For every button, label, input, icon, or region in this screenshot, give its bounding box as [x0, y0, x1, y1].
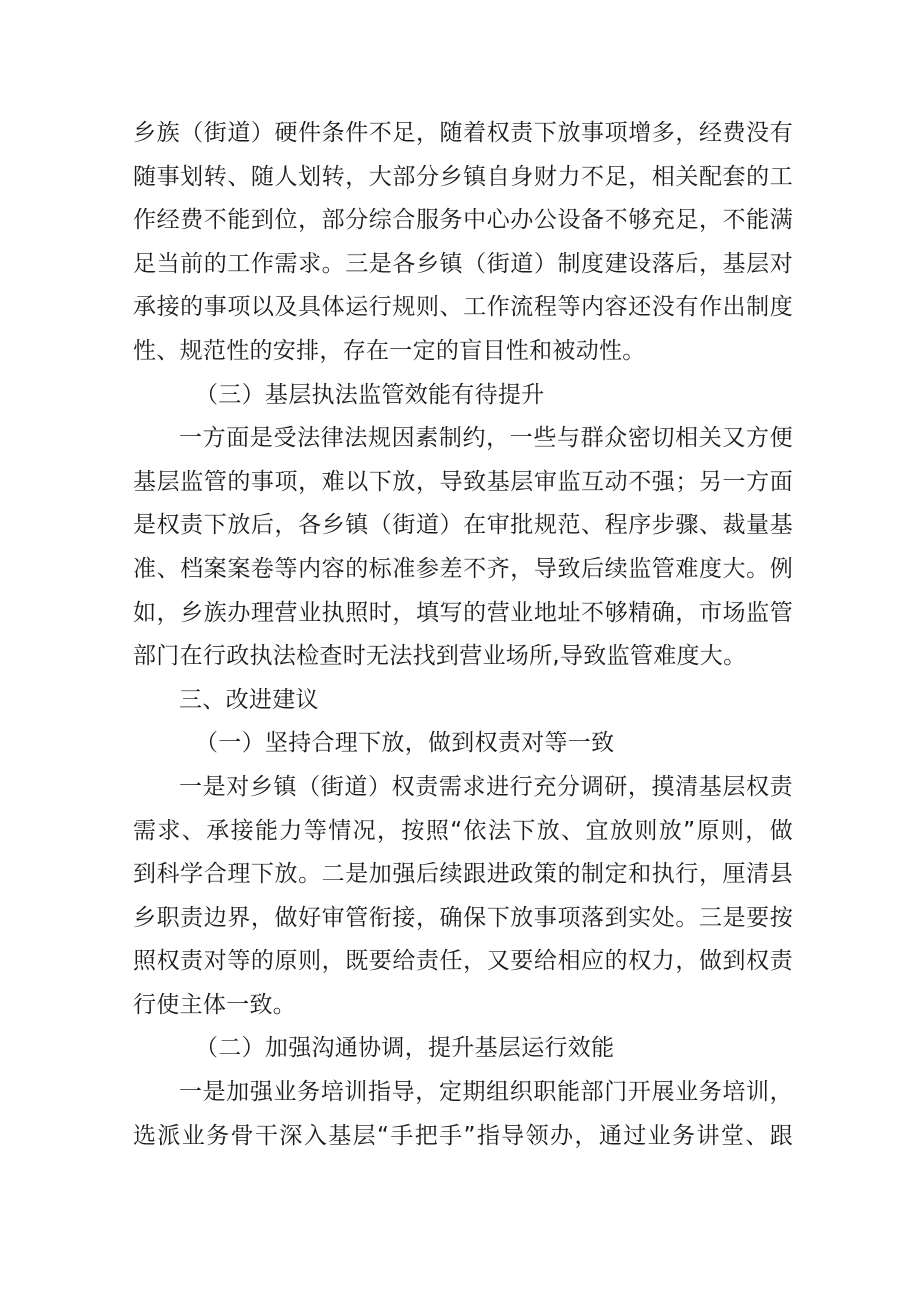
body-line: 乡职责边界，做好审管衔接，确保下放事项落到实处。三是要按 [133, 904, 793, 931]
body-line: 作经费不能到位，部分综合服务中心办公设备不够充足，不能满 [133, 207, 793, 234]
subsection-heading: （二）加强沟通协调，提升基层运行效能 [195, 1035, 615, 1062]
body-line: 部门在行政执法检查时无法找到营业场所,导致监管难度大。 [133, 643, 747, 670]
body-line: 行使主体一致。 [133, 991, 297, 1018]
body-line: 选派业务骨干深入基层“手把手”指导领办，通过业务讲堂、跟 [133, 1122, 793, 1149]
body-line: 一方面是受法律法规因素制约，一些与群众密切相关又方便 [179, 425, 793, 452]
body-line: 性、规范性的安排，存在一定的盲目性和被动性。 [133, 337, 646, 364]
body-line: 一是对乡镇（街道）权责需求进行充分调研，摸清基层权责 [179, 773, 793, 800]
section-heading: 三、改进建议 [179, 686, 319, 713]
body-line: 是权责下放后，各乡镇（街道）在审批规范、程序步骤、裁量基 [133, 512, 793, 539]
document-body [133, 112, 793, 1158]
body-line: 准、档案案卷等内容的标准参差不齐，导致后续监管难度大。例 [133, 555, 793, 582]
body-line: 到科学合理下放。二是加强后续跟进政策的制定和执行，厘清县 [133, 861, 793, 888]
body-line: 照权责对等的原则，既要给责任，又要给相应的权力，做到权责 [133, 948, 793, 975]
body-line: 需求、承接能力等情况，按照“依法下放、宜放则放”原则，做 [133, 817, 793, 844]
body-line: 承接的事项以及具体运行规则、工作流程等内容还没有作出制度 [133, 294, 793, 321]
body-line: 如，乡族办理营业执照时，填写的营业地址不够精确，市场监管 [133, 599, 793, 626]
body-line: 一是加强业务培训指导，定期组织职能部门开展业务培训， [179, 1079, 793, 1106]
body-line: 随事划转、随人划转，大部分乡镇自身财力不足，相关配套的工 [133, 163, 793, 190]
subsection-heading: （三）基层执法监管效能有待提升 [195, 381, 545, 408]
body-line: 足当前的工作需求。三是各乡镇（街道）制度建设落后，基层对 [133, 250, 793, 277]
body-line: 基层监管的事项，难以下放，导致基层审监互动不强；另一方面 [133, 468, 793, 495]
body-line: 乡族（街道）硬件条件不足，随着权责下放事项增多，经费没有 [133, 120, 793, 146]
subsection-heading: （一）坚持合理下放，做到权责对等一致 [195, 730, 615, 757]
